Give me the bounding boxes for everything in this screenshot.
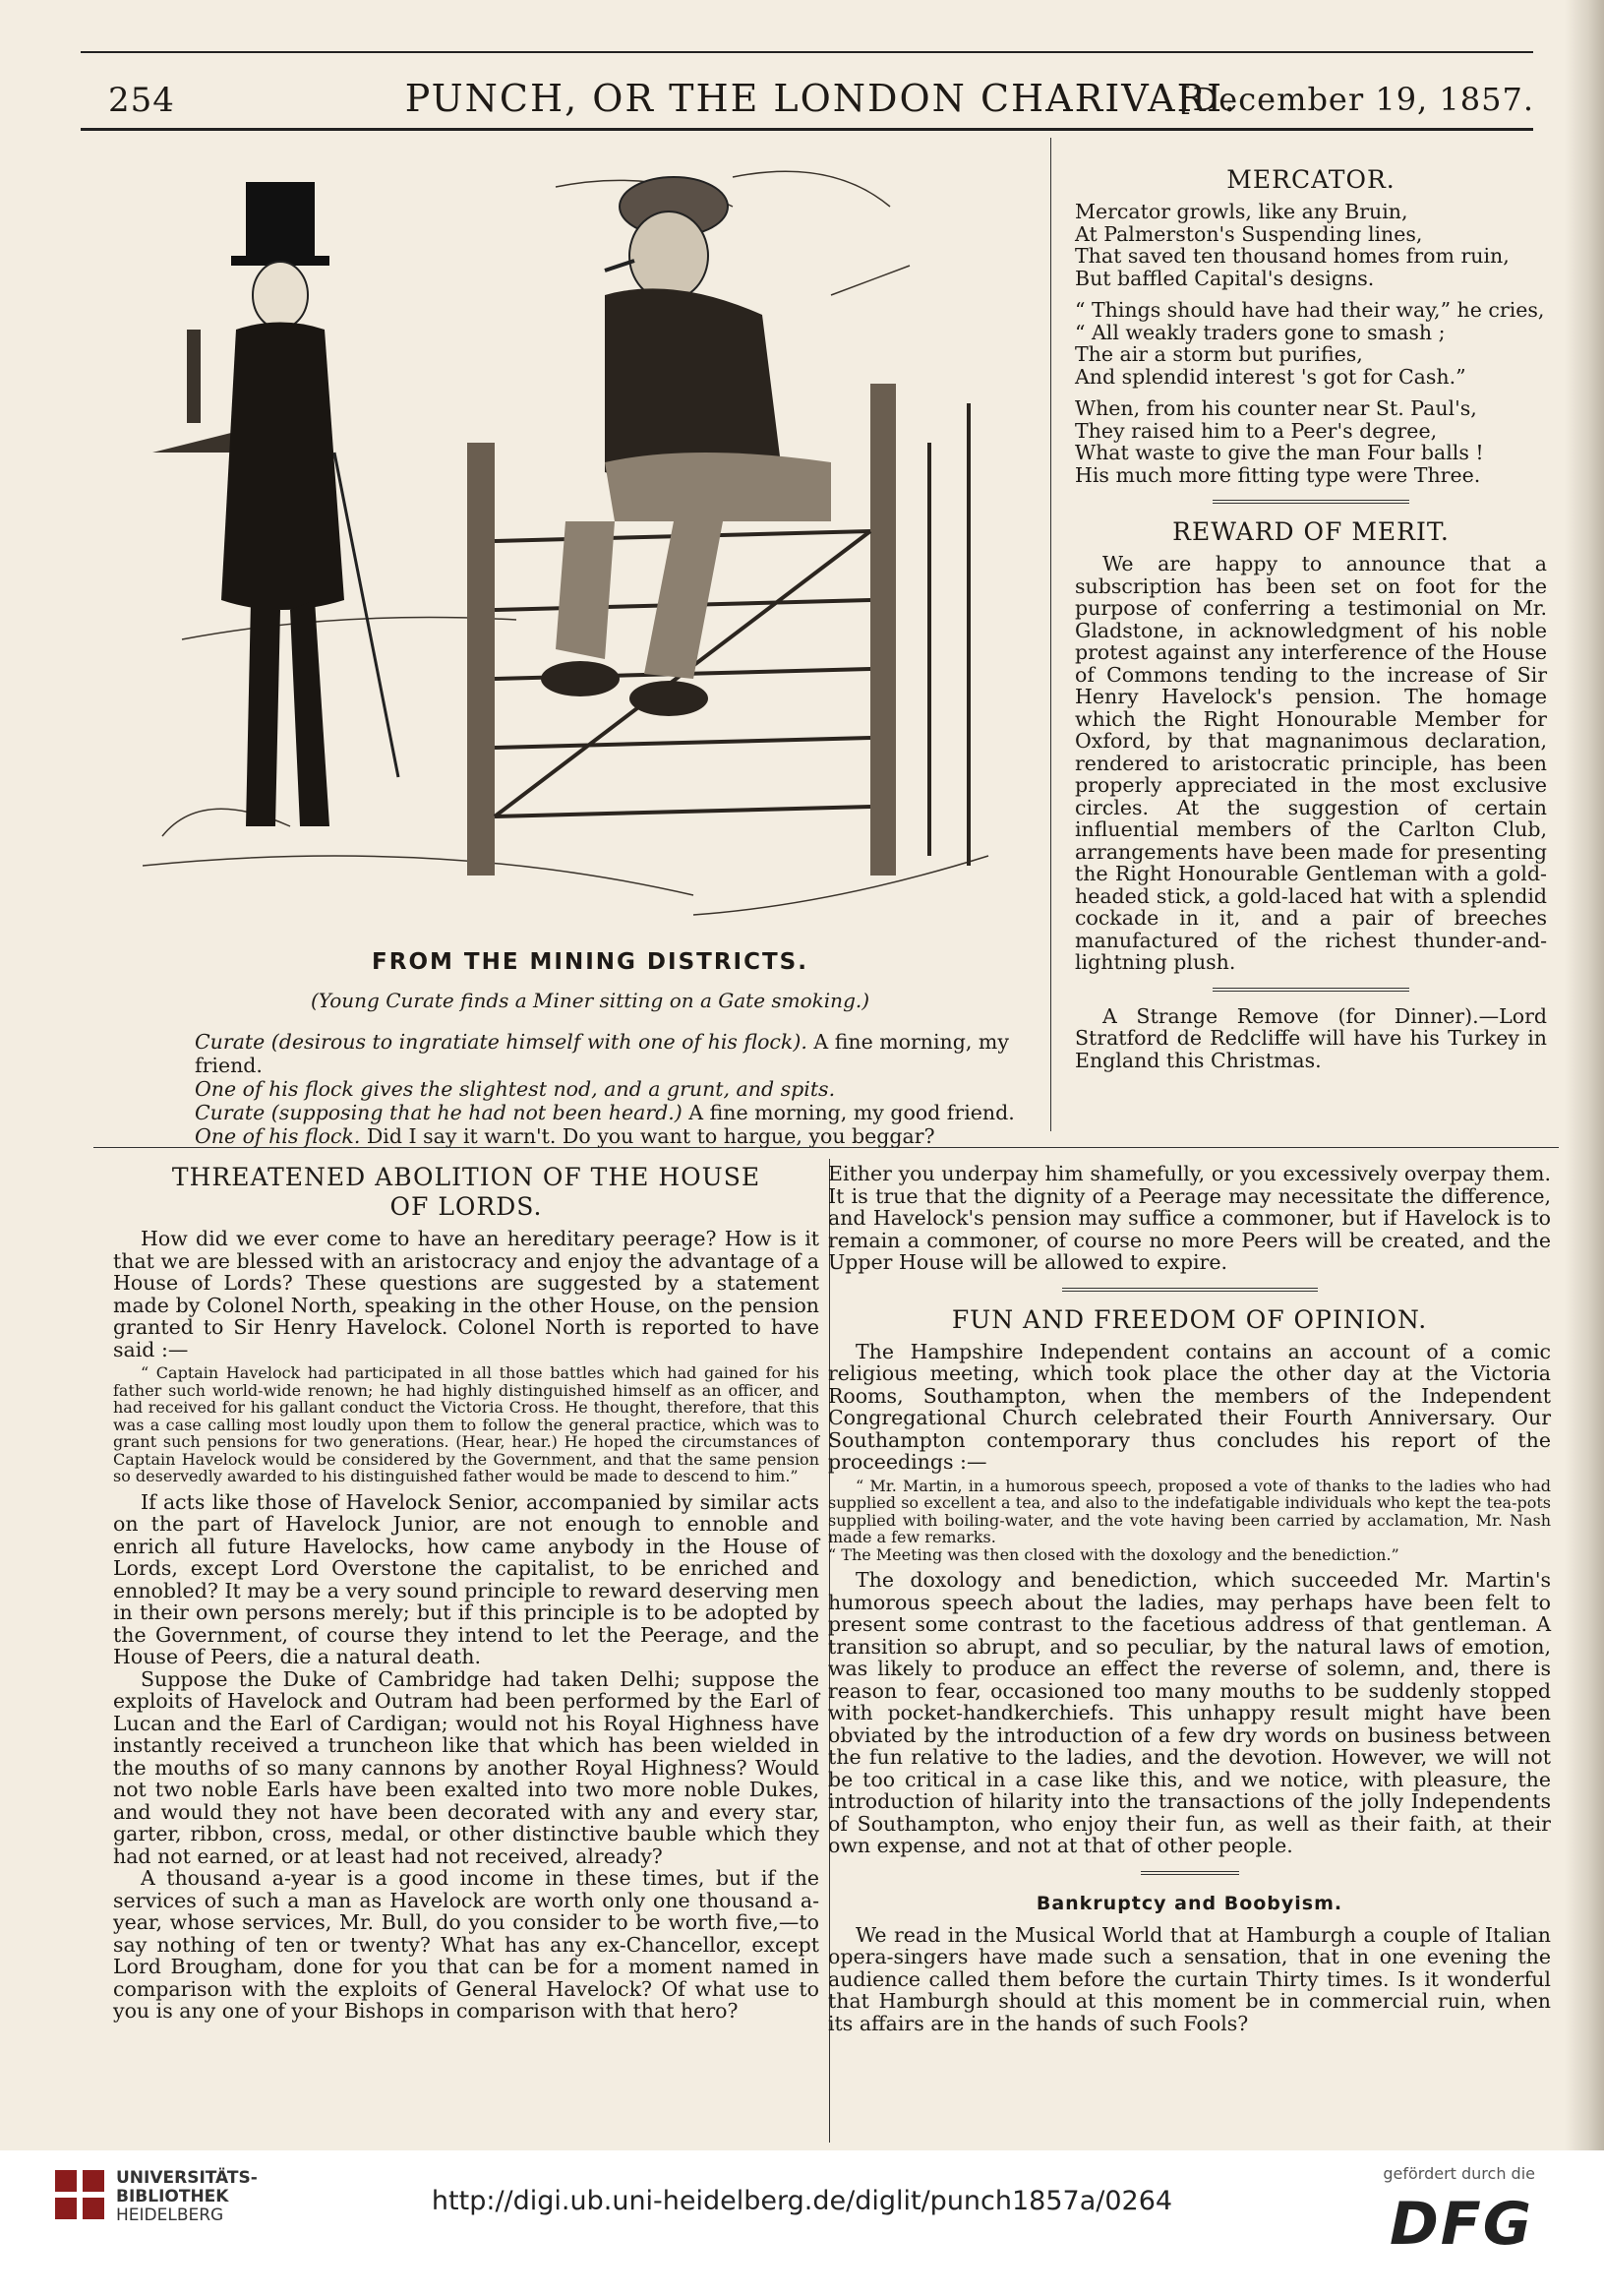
either-text: Either you underpay him shamefully, or you excessively overpay them. It is true that the dignity of a Peerage may necessitate the difference, and Havelock's pension may suffice a commoner, but if Havelock is to remain a commoner, of course no more Peers will be created, and the Upper House will be allowed to expire. — [828, 1162, 1551, 1274]
abolition-para: If acts like those of Havelock Senior, accompanied by similar acts on the part of Havelock Junior, are not enough to ennoble and enrich all future Havelocks, how came anybody in the House of Lords, except Lord Overstone the capitalist, to be enriched and ennobled? It may be a very sound principle to reward deserving men in their own persons merely; but if this principle is to be adopted by the Government, of course they intend to let the Peerage, and the House of Peers, die a natural death. — [113, 1489, 819, 1668]
dialog-speaker-note: Curate (desirous to ingratiate himself with one of his flock). — [195, 1030, 807, 1054]
dialog-line — [195, 1101, 1031, 1124]
abolition-para: Suppose the Duke of Cambridge had taken Delhi; suppose the exploits of Havelock and Outram had been performed by the Earl of Lucan and the Earl of Cardigan; would not his Royal Highness have instantly received a truncheon like that which has been wielded in the mouths of so many cannons by another Royal Highness? Would not two noble Earls have been exalted into two more noble Dukes, and would they not have been decorated with any and every star, garter, ribbon, cross, medal, or other distinctive bauble which they had not earned, or at least had not received, already? — [113, 1666, 819, 1868]
source-url-link[interactable]: http://digi.ub.uni-heidelberg.de/diglit/punch1857a/0264 — [431, 2186, 1173, 2216]
sponsor-label: gefördert durch die — [1383, 2164, 1535, 2183]
dialog-speaker-note: One of his flock. — [195, 1124, 361, 1148]
dialog-text: A fine morning, my good friend. — [682, 1101, 1015, 1124]
dialog-text: A fine morning, my friend. — [195, 1030, 1009, 1077]
header-bottom-rule — [81, 128, 1533, 131]
curate-figure-icon — [221, 182, 398, 826]
bankruptcy-text: We read in the Musical World that at Hamburgh a couple of Italian opera-singers have made such a sensation, that in one evening the audience called them before the curtain Thirty times. Is it wonderful that Hamburgh should at this moment be in commercial ruin, when its affairs are in the hands of such Fools? — [828, 1922, 1551, 2035]
dialog-line — [195, 1077, 1031, 1101]
dfg-logo: DFG — [1389, 2190, 1533, 2259]
masthead-title: PUNCH, OR THE LONDON CHARIVARI. — [404, 77, 1238, 120]
dialog-line — [195, 1124, 1031, 1148]
fun-quote: “ Mr. Martin, in a humorous speech, proposed a vote of thanks to the ladies who had supplied so excellent a tea, and also to the indefatigable individuals who kept the tea-pots supplied with boiling-water, and the vote having been carried by acclamation, Mr. Nash made a few remarks. “ The Meeting was then closed with the doxology and the benediction.” — [828, 1476, 1551, 1564]
poem-line: And splendid interest 's got for Cash.” — [1075, 364, 1466, 389]
dialog-speaker-note: Curate (supposing that he had not been heard.) — [195, 1101, 683, 1124]
poem-line: At Palmerston's Suspending lines, — [1075, 221, 1423, 246]
dialog-line — [195, 1030, 1031, 1077]
section-separator — [1213, 988, 1409, 992]
page-header — [108, 77, 1534, 124]
poem-line: “ Things should have had their way,” he cries, — [1075, 298, 1545, 322]
left-column-bottom — [113, 1163, 819, 2023]
dialog-text: Did I say it warn't. Do you want to hargue, you beggar? — [360, 1124, 935, 1148]
abolition-para: A thousand a-year is a good income in these times, but if the services of such a man as Havelock are worth only one thousand a-year, whose services, Mr. Bull, do you consider to be worth five,—to say nothing of ten or twenty? What has any ex-Chancellor, except Lord Brougham, done for you that can be for a moment named in comparison with the exploits of General Havelock? Of what use to you is any one of your Bishops in comparison with that hero? — [113, 1866, 819, 2023]
poem-line: That saved ten thousand homes from ruin, — [1075, 244, 1510, 268]
library-name-line: UNIVERSITÄTS- — [116, 2168, 258, 2188]
fun-para: The Hampshire Independent contains an account of a comic religious meeting, which took place the other day at the Victoria Rooms, Southampton, when the members of the Independent Congregational Church celebrated their Fourth Anniversary. Our Southampton contemporary thus concludes his report of the proceedings :— — [828, 1339, 1551, 1474]
cartoon-subtitle: (Young Curate finds a Miner sitting on a Gate smoking.) — [310, 989, 870, 1012]
poem-line: His much more fitting type were Three. — [1075, 462, 1481, 487]
reward-title: REWARD OF MERIT. — [1172, 517, 1450, 546]
column-divider-top — [1050, 138, 1051, 1131]
poem-line: When, from his counter near St. Paul's, — [1075, 396, 1477, 420]
fun-para: The doxology and benediction, which succeeded Mr. Martin's humorous speech about the ladies, may perhaps have been felt to present some contrast to the facetious address of that gentleman. A transition so abrupt, and so peculiar, by the natural laws of emotion, was likely to produce an effect the reverse of solemn, and, there is reason to fear, occasioned too many mouths to be suddenly stopped with pocket-handkerchiefs. This unhappy result might have been obviated by the introduction of a few dry words on business between the fun relative to the ladies, and the devotion. However, we will not be too critical in a case like this, and we notice, with pleasure, the introduction of hilarity into the transactions of the jolly Independents of Southampton, who enjoy their fun, as well as their faith, at their own expense, and not at that of other people. — [828, 1568, 1551, 1857]
cartoon-illustration — [143, 148, 1038, 944]
abolition-para: How did we ever come to have an hereditary peerage? How is it that we are blessed with an aristocracy and enjoy the advantage of a House of Lords? These questions are suggested by a statement made by Colonel North, speaking in the other House, on the pension granted to Sir Henry Havelock. Colonel North is reported to have said :— — [113, 1227, 819, 1361]
cartoon-title: FROM THE MINING DISTRICTS. — [372, 949, 808, 975]
cartoon-dialog — [195, 1030, 1031, 1148]
bankruptcy-title: Bankruptcy and Boobyism. — [1036, 1892, 1343, 1914]
poem-line: They raised him to a Peer's degree, — [1075, 418, 1438, 443]
poem-line: But baffled Capital's designs. — [1075, 266, 1375, 290]
page-spine-shadow — [1565, 0, 1604, 2150]
poem-line: “ All weakly traders gone to smash ; — [1075, 320, 1446, 344]
reward-body: We are happy to announce that a subscription has been set on foot for the purpose of conferring a testimonial on Mr. Gladstone, in acknowledgment of his noble protest against any interference of the House of Commons tending to the increase of Sir Henry Havelock's pension. The homage which the Right Honourable Member for Oxford, by that magnanimous declaration, rendered to aristocratic principle, has been properly appreciated in the most exclusive circles. At the suggestion of certain influential members of the Carlton Club, arrangements have been made for presenting the Right Honourable Gentleman with a gold-headed stick, a gold-laced hat with a splendid cockade in it, and a pair of breeches manufactured of the richest thunder-and-lightning plush. — [1075, 552, 1547, 974]
mercator-poem — [1075, 201, 1547, 486]
abolition-title-line1: THREATENED ABOLITION OF THE HOUSE — [171, 1163, 761, 1191]
header-top-rule — [81, 51, 1533, 53]
right-column-top — [1075, 165, 1547, 1071]
issue-date: [December 19, 1857. — [1179, 81, 1534, 118]
library-name-line: HEIDELBERG — [116, 2205, 224, 2225]
library-name-line: BIBLIOTHEK — [116, 2187, 229, 2206]
poem-stanza — [1075, 299, 1547, 388]
abolition-quote: “ Captain Havelock had participated in all those battles which had gained for his father such world-wide renown; he had highly distinguished himself as an officer, and had received for his gallant conduct the Victoria Cross. He thought, therefore, that this was a case calling most loudly upon them to follow the general practice, which was to grant such pensions for two generations. (Hear, hear.) He hoped the circumstances of Captain Havelock would be considered by the Government, and that the same pension so deservedly awarded to his distinguished father would be made to descend to him.” — [113, 1363, 819, 1485]
abolition-title-line2: OF LORDS. — [389, 1192, 543, 1221]
section-separator — [1141, 1871, 1239, 1875]
dialog-speaker-note: One of his flock gives the slightest nod, and a grunt, and spits. — [195, 1077, 836, 1101]
right-column-bottom — [828, 1163, 1551, 2034]
poem-stanza — [1075, 397, 1547, 486]
miner-figure-icon — [541, 177, 831, 716]
strange-remove-text: A Strange Remove (for Dinner).—Lord Stratford de Redcliffe will have his Turkey in England this Christmas. — [1075, 1003, 1547, 1072]
mid-page-rule — [93, 1147, 1559, 1148]
poem-line: What waste to give the man Four balls ! — [1075, 441, 1484, 464]
section-separator — [1062, 1288, 1318, 1292]
page-number: 254 — [108, 81, 175, 120]
poem-stanza — [1075, 201, 1547, 289]
poem-line: The air a storm but purifies, — [1075, 342, 1363, 366]
fun-title: FUN AND FREEDOM OF OPINION. — [951, 1304, 1428, 1334]
poem-line: Mercator growls, like any Bruin, — [1075, 200, 1408, 223]
mercator-title: MERCATOR. — [1226, 165, 1396, 194]
section-separator — [1213, 500, 1409, 504]
